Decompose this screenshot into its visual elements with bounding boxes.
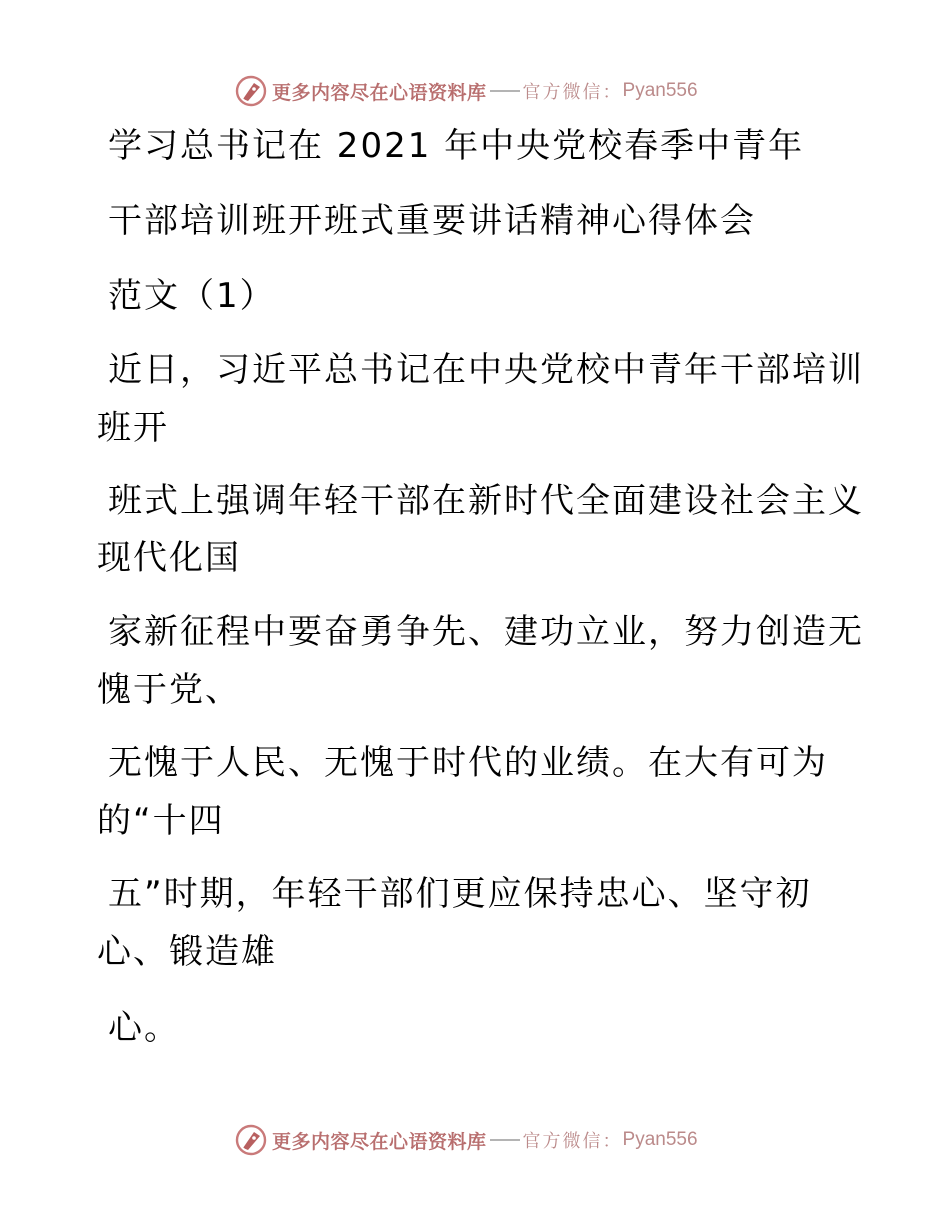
doc-body-line: 近日，习近平总书记在中央党校中青年干部培训 [108,350,864,390]
banner-wechat-id: Pyan556 [622,1129,698,1150]
doc-body-line: 现代化国 [97,538,241,578]
banner-dash [490,90,520,92]
pen-nib-logo-icon [234,1123,268,1157]
doc-body-line: 心、锻造雄 [97,932,277,972]
banner-main-text: 更多内容尽在心语资料库 [272,1130,487,1153]
doc-body-line: 的“十四 [97,801,225,841]
banner-dash [490,1139,520,1141]
footer-banner [234,1122,698,1158]
doc-body-line: 家新征程中要奋勇争先、建功立业，努力创造无 [108,612,864,652]
banner-sub-text: 官方微信： [522,82,623,103]
doc-body-line: 无愧于人民、无愧于时代的业绩。在大有可为 [108,743,828,783]
banner-sub-text: 官方微信： [522,1131,623,1152]
doc-title-line-2: 干部培训班开班式重要讲话精神心得体会 [108,201,756,241]
doc-body-line: 愧于党、 [97,670,241,710]
pen-nib-logo-icon [234,74,268,108]
doc-body-line: 心。 [108,1008,180,1048]
banner-wechat-id: Pyan556 [622,80,698,101]
header-banner [234,73,698,109]
banner-main-text: 更多内容尽在心语资料库 [272,81,487,104]
doc-body-line: 班开 [97,408,169,448]
doc-title-line-1: 学习总书记在 2021 年中央党校春季中青年 [108,126,805,166]
doc-body-line: 五”时期，年轻干部们更应保持忠心、坚守初 [108,874,812,914]
doc-title-line-3: 范文（1） [108,276,276,316]
doc-body-line: 班式上强调年轻干部在新时代全面建设社会主义 [108,481,864,521]
